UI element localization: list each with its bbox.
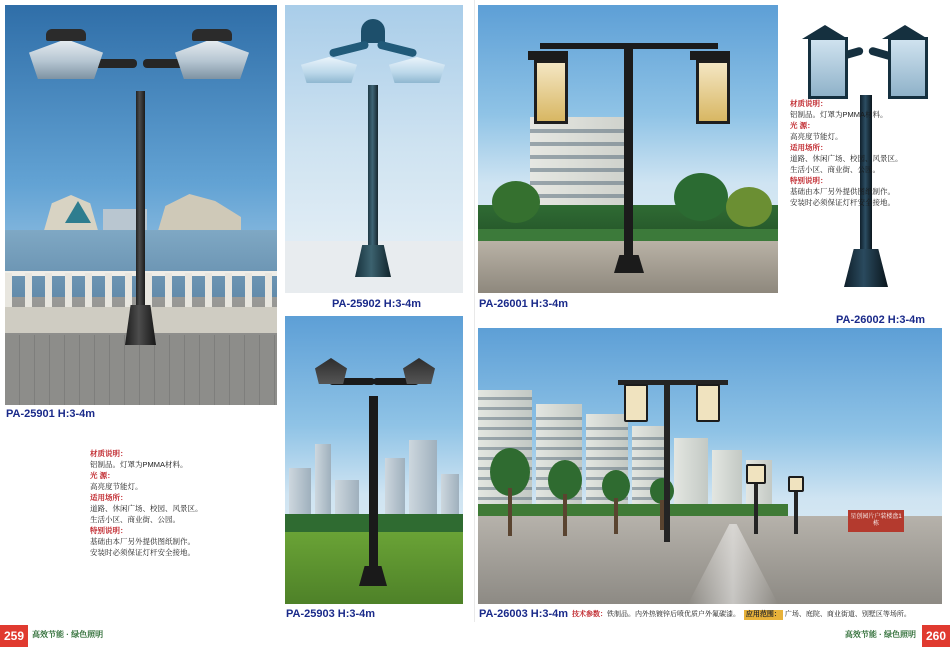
lantern-right: [696, 384, 720, 422]
lantern-cap-right: [690, 51, 730, 60]
spec-usage-heading: 适用场所：: [90, 493, 128, 502]
page-number-right: 260: [922, 625, 950, 647]
tree-trunk: [614, 498, 618, 534]
footer-slogan-right: 高效节能 · 绿色照明: [844, 630, 916, 639]
page-number-left: 259: [0, 625, 28, 647]
lantern-far: [788, 476, 804, 492]
spec-note-text-1: 基础由本厂另外提供图纸制作。: [90, 537, 195, 546]
page-gutter: [474, 0, 475, 622]
tech-params-text: 铁制品。内外热镀锌后喷优质户外氟碳漆。: [607, 611, 740, 618]
spec-light-heading: 光 源：: [90, 471, 115, 480]
bottom-tech-note: [572, 610, 911, 620]
product-code-pa-25903: PA-25903 H:3-4m: [286, 608, 376, 620]
spec-light-heading: 光 源：: [790, 121, 815, 130]
spec-material-text: 铝制品。灯罩为PMMA材料。: [790, 110, 888, 119]
product-photo-pa-25903: [285, 316, 463, 604]
spec-note-text-2: 安装时必须保证灯杆安全接地。: [790, 198, 895, 207]
tree-trunk: [508, 488, 512, 536]
spec-light-text: 高亮度节能灯。: [790, 132, 843, 141]
lamp-cap-left: [46, 29, 86, 41]
product-code-pa-25902: PA-25902 H:3-4m: [332, 298, 422, 310]
tree-trunk: [563, 494, 567, 536]
pole-crown-ornament: [361, 19, 385, 43]
spec-material-heading: 材质说明：: [790, 99, 828, 108]
tree: [674, 173, 728, 221]
tree: [726, 187, 772, 227]
billboard-text: 星创园片户装楼盘1栋: [850, 514, 902, 527]
lamp-pole: [136, 91, 145, 341]
footer-slogan-left: 高效节能 · 绿色照明: [32, 630, 104, 639]
spec-usage-text-2: 生活小区、商业街、公园。: [90, 515, 180, 524]
spec-note-heading: 特别说明：: [90, 526, 128, 535]
spec-light-text: 高亮度节能灯。: [90, 482, 143, 491]
lamp-pole: [368, 85, 378, 253]
spec-usage-text-1: 道路、休闲广场、校园、风景区。: [90, 504, 203, 513]
apply-range-label: 应用范围：: [745, 611, 781, 618]
building-windows: [530, 127, 626, 211]
lamp-pole-foreground: [664, 382, 670, 542]
spec-usage-text-1: 道路、休闲广场、校园、风景区。: [790, 154, 903, 163]
tree: [492, 181, 540, 223]
apply-range-text: 广场、庭院、商业街道、别墅区等场所。: [784, 611, 911, 618]
product-code-pa-25901: PA-25901 H:3-4m: [6, 408, 96, 420]
product-photo-pa-25901: [5, 5, 277, 405]
spec-material-heading: 材质说明：: [90, 449, 128, 458]
lamp-pole: [624, 45, 633, 267]
product-code-pa-26002: PA-26002 H:3-4m: [836, 314, 926, 326]
tech-params-label: 技术参数：: [572, 611, 607, 618]
lantern-left: [808, 37, 848, 99]
spec-block-right: [790, 98, 950, 208]
product-code-pa-26003: PA-26003 H:3-4m: [479, 608, 569, 620]
product-photo-pa-26001: [478, 5, 778, 293]
spec-note-text-2: 安装时必须保证灯杆安全接地。: [90, 548, 195, 557]
product-photo-pa-25902: [285, 5, 463, 293]
spec-note-heading: 特别说明：: [790, 176, 828, 185]
spec-block-left: [90, 448, 270, 558]
page-footer: [0, 625, 950, 655]
lantern-left: [534, 60, 568, 124]
lamp-pole: [369, 396, 378, 576]
lamp-cap-right: [192, 29, 232, 41]
paving: [5, 335, 277, 405]
spec-material-text: 铝制品。灯罩为PMMA材料。: [90, 460, 188, 469]
spec-usage-heading: 适用场所：: [790, 143, 828, 152]
lantern-mid: [746, 464, 766, 484]
lantern-cap-left: [528, 51, 568, 60]
spec-usage-text-2: 生活小区、商业街、公园。: [790, 165, 880, 174]
lantern-right: [696, 60, 730, 124]
lantern-right: [888, 37, 928, 99]
product-photo-pa-26003: [478, 328, 942, 604]
spec-note-text-1: 基础由本厂另外提供图纸制作。: [790, 187, 895, 196]
lantern-left: [624, 384, 648, 422]
product-code-pa-26001: PA-26001 H:3-4m: [479, 298, 569, 310]
